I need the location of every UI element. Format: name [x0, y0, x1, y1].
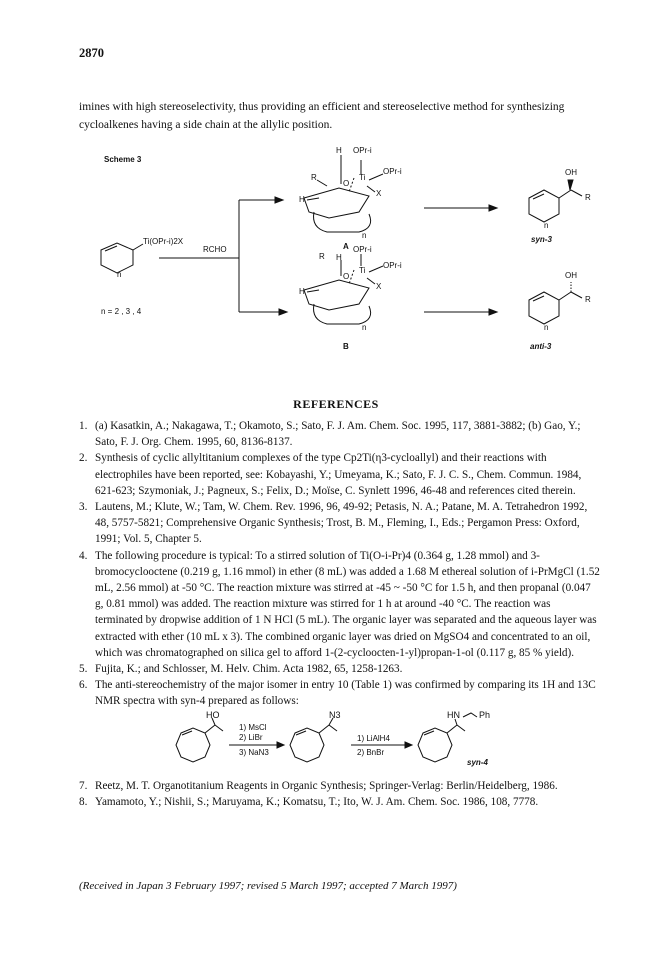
ts-b-opr2: OPr-i — [383, 261, 402, 270]
ts-b-n: n — [362, 323, 367, 332]
amine-label: HN — [447, 709, 460, 720]
step1-reagent-2: 2) LiBr — [239, 732, 263, 742]
reference-text: Yamamoto, Y.; Nishii, S.; Maruyama, K.; Komatsu, T.; Ito, W. J. Am. Chem. Soc. 1986, 108, 7778. — [95, 795, 539, 808]
amine-chain-2 — [457, 725, 465, 731]
reference-number: 8. — [79, 795, 88, 808]
start-ring-index: n — [117, 270, 122, 279]
page-number: 2870 — [79, 46, 104, 60]
reference-item — [79, 450, 601, 499]
ts-a-x: X — [376, 189, 382, 198]
reference-number: 3. — [79, 501, 88, 514]
anti-side-chain-1 — [559, 292, 571, 300]
anti-oh: OH — [565, 271, 577, 280]
ts-b-x: X — [376, 282, 382, 291]
ts-b-h-left-bond — [307, 290, 319, 292]
reference-item — [79, 548, 601, 661]
start-oh-label: HO — [206, 709, 220, 720]
syn-3-label: syn-3 — [531, 235, 552, 244]
branch-bottom-arrowhead — [279, 309, 287, 315]
sm-chain-1 — [205, 725, 215, 733]
reference-item — [79, 661, 601, 677]
ts-a-opr1: OPr-i — [353, 146, 372, 155]
ts-a-opr2: OPr-i — [383, 167, 402, 176]
reference-item — [79, 778, 601, 794]
syn-4-scheme-drawing — [111, 711, 611, 777]
ts-a-opr2-bond — [369, 174, 383, 180]
intro-paragraph: imines with high stereoselectivity, thus providing an efficient and stereoselective method for synthesizing cycloalkenes having a side chain at the allylic position. — [79, 101, 565, 131]
syn-oh: OH — [565, 168, 577, 177]
ts-b-h-top: H — [336, 253, 342, 262]
step2-reagent-1: 1) LiAlH4 — [357, 733, 390, 743]
reference-item — [79, 499, 601, 548]
syn-ring — [529, 190, 559, 222]
start-ring-double-bond — [105, 246, 117, 251]
step1-reagent-1: 1) MsCl — [239, 722, 267, 732]
ts-a-h-left: H — [299, 195, 305, 204]
ts-b-ti: Ti — [359, 266, 366, 275]
step1-reagent-3: 3) NaN3 — [239, 747, 269, 757]
reference-number: 7. — [79, 779, 88, 792]
syn-side-chain-1 — [559, 190, 571, 198]
references-list — [79, 418, 601, 810]
syn-4-preparation-scheme — [111, 711, 601, 777]
cyclooctene-2 — [290, 728, 324, 762]
ring-size-note: n = 2 , 3 , 4 — [101, 307, 142, 316]
syn-r: R — [585, 193, 591, 202]
reference-text: Synthesis of cyclic allyltitanium complexes of the type Cp2Ti(η3-cycloallyl) and their reactions with electrophiles have been reported, see: Kobayashi, Y.; Umeyama, K.; Sato, F. J. C. S., Chem. Commun. 1984, 621-623; Szymoniak, J.; Pagneux, S.; Felix, D.; Moïse, C. Synlett 1996, 46-48 and references cited therein. — [95, 452, 582, 497]
arrow-1-head — [277, 742, 284, 748]
reference-text: (a) Kasatkin, A.; Nakagawa, T.; Okamoto, S.; Sato, F. J. Am. Chem. Soc. 1995, 117, 3881-3882; (b) Gao, Y.; Sato, F. J. Org. Chem. 1995, 60, 8136-8137. — [95, 420, 581, 449]
ts-a-o: O — [343, 179, 350, 188]
anti-side-chain-2 — [571, 292, 582, 298]
syn-oh-wedge — [568, 180, 573, 190]
anti-3-label: anti-3 — [530, 342, 552, 351]
ti-bond — [133, 244, 143, 250]
reagent-label: Ti(OPr-i)2X — [143, 237, 184, 246]
reference-number: 4. — [79, 549, 88, 562]
references-heading: REFERENCES — [293, 397, 379, 411]
phenyl-label: Ph — [479, 709, 491, 720]
syn-side-chain-2 — [571, 190, 582, 196]
reference-text: The anti-stereochemistry of the major isomer in entry 10 (Table 1) was confirmed by comparing its 1H and 13C NMR spectra with syn-4 prepared as follows: — [95, 679, 596, 708]
ts-a-n: n — [362, 231, 367, 240]
reference-text: Reetz, M. T. Organotitanium Reagents in Organic Synthesis; Springer-Verlag: Berlin/Heidelberg, 1986. — [95, 779, 558, 792]
reference-item — [79, 794, 601, 810]
ts-a-r-bond — [317, 180, 327, 186]
ts-b-label: B — [343, 342, 349, 351]
ts-b-x-bond — [367, 278, 375, 284]
reference-number: 1. — [79, 420, 88, 432]
cyclooctene-1 — [176, 728, 210, 762]
ts-a-r: R — [311, 173, 317, 182]
ts-b-o: O — [343, 272, 350, 281]
ts-a-ti: Ti — [359, 173, 366, 182]
ts-b-opr1: OPr-i — [353, 245, 372, 254]
azide-chain-1 — [319, 725, 329, 733]
scheme-3 — [79, 140, 601, 380]
reference-number: 5. — [79, 663, 88, 676]
ts-b-ti-o-bond — [349, 270, 354, 284]
sm-chain-2 — [215, 725, 223, 731]
arrow-2-head — [405, 742, 412, 748]
reference-text: Lautens, M.; Klute, W.; Tam, W. Chem. Rev. 1996, 96, 49-92; Petasis, N. A.; Patane, M. A. Tetrahedron 1992, 48, 5757-5821; Comprehensive Organic Synthesis; Trost, B. M., Fleming, I., Eds.; Pergamon Press: Oxford, 1991; Vol. 5, Chapter 5. — [95, 501, 588, 546]
ts-a-label: A — [343, 242, 349, 251]
ts-a-ti-o-bond — [349, 178, 354, 192]
reference-item — [79, 418, 601, 450]
reference-number: 6. — [79, 679, 88, 692]
start-ring — [101, 243, 133, 273]
ts-a-h-left-bond — [307, 198, 319, 200]
reference-text: The following procedure is typical: To a stirred solution of Ti(O-i-Pr)4 (0.364 g, 1.28 mmol) and 3-bromocyclooctene (0.219 g, 1.16 mmol) in ether (8 mL) was added a 1.68 M ethereal solution of i-PrMgCl (1.52 mL, 2.56 mmol) at -50 °C. The reaction mixture was stirred at -45 ~ -50 °C for 1.5 h, and then propanal (0.047 g, 0.81 mmol) was added. The reaction mixture was stirred for 1 h at around -40 °C. The reaction was terminated by dropwise addition of 1 N HCl (5 mL). The organic layer was separated and the aqueous layer was extracted with ether (10 mL x 3). The combined organic layer was dried on MgSO4 and concentrated to an oil, which was chromatographed on silica gel to afford 1-(2-cycloocten-1-yl)propan-1-ol (0.117 g, 85 % yield). — [95, 549, 600, 659]
arrow-to-anti-head — [489, 309, 497, 315]
anti-ring — [529, 292, 559, 324]
step2-reagent-2: 2) BnBr — [357, 747, 385, 757]
amine-chain-1 — [447, 725, 457, 733]
azide-label: N3 — [329, 709, 341, 720]
ts-b-opr2-bond — [369, 266, 383, 272]
anti-r: R — [585, 295, 591, 304]
ts-b-r: R — [319, 252, 325, 261]
azide-chain-2 — [329, 725, 337, 731]
syn-n: n — [544, 221, 549, 230]
received-dates-footer: (Received in Japan 3 February 1997; revised 5 March 1997; accepted 7 March 1997) — [79, 880, 457, 892]
benzyl-bond — [463, 713, 477, 717]
aldehyde-label: RCHO — [203, 245, 227, 254]
reference-text: Fujita, K.; and Schlosser, M. Helv. Chim. Acta 1982, 65, 1258-1263. — [95, 663, 403, 676]
ts-a-h-top: H — [336, 146, 342, 155]
syn-4-label: syn-4 — [467, 757, 488, 767]
reference-item — [79, 677, 601, 776]
cyclooctene-3 — [418, 728, 452, 762]
branch-top-arrowhead — [275, 197, 283, 203]
arrow-to-syn-head — [489, 205, 497, 211]
ts-a-x-bond — [367, 186, 375, 192]
ts-b-h-left: H — [299, 287, 305, 296]
scheme-3-title: Scheme 3 — [104, 155, 142, 164]
anti-n: n — [544, 323, 549, 332]
reference-number: 2. — [79, 452, 88, 465]
